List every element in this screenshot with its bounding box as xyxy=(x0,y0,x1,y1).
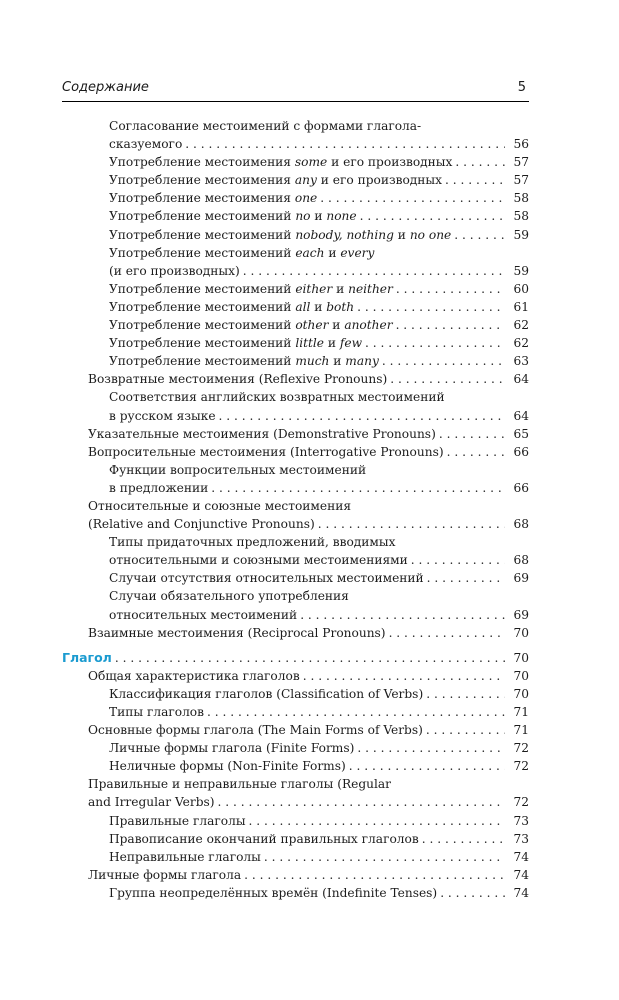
toc-entry-text: и xyxy=(332,281,349,296)
toc-entry-title xyxy=(109,262,240,280)
toc-entry[interactable] xyxy=(62,280,529,298)
toc-entry-text: Употребление местоимений xyxy=(109,245,296,260)
toc-entry-title xyxy=(109,388,445,406)
toc-entry-term: none xyxy=(326,209,357,224)
toc-leader-dots xyxy=(182,135,505,153)
toc-entry-title xyxy=(88,425,436,443)
toc-entry-text: в предложении xyxy=(109,480,209,495)
toc-page-number: 58 xyxy=(513,191,529,206)
toc-entry-title xyxy=(109,461,366,479)
toc-page-number: 72 xyxy=(513,741,529,756)
toc-page-number: 72 xyxy=(513,795,529,810)
toc-entry-title xyxy=(109,533,395,551)
toc-entry-text: Группа неопределённых времён (Indefinite Tenses) xyxy=(109,885,438,900)
toc-entry-text: Общая характеристика глаголов xyxy=(88,668,300,683)
toc-leader-dots xyxy=(346,757,505,775)
toc-leader-dots xyxy=(444,443,505,461)
toc-entry-title xyxy=(109,703,204,721)
toc-entry-term: each xyxy=(295,245,325,260)
toc-entry-title xyxy=(109,407,216,425)
toc-entry-title xyxy=(109,352,379,370)
toc-leader-dots xyxy=(419,830,505,848)
toc-entry[interactable] xyxy=(62,352,529,370)
toc-leader-dots xyxy=(393,280,505,298)
toc-entry[interactable] xyxy=(62,757,529,775)
toc-entry-text: и xyxy=(310,299,327,314)
toc-entry[interactable] xyxy=(62,515,529,533)
toc-leader-dots xyxy=(241,866,505,884)
toc-entry[interactable] xyxy=(62,703,529,721)
toc-entry-text: Правописание окончаний правильных глаголов xyxy=(109,831,419,846)
toc-page-number: 68 xyxy=(513,517,529,532)
toc-entry[interactable] xyxy=(62,479,529,497)
toc-entry-title xyxy=(109,280,393,298)
toc-page-number: 68 xyxy=(513,553,529,568)
toc-entry[interactable] xyxy=(62,587,529,605)
toc-entry-title xyxy=(109,587,349,605)
toc-entry-title xyxy=(88,515,315,533)
toc-entry-title xyxy=(109,189,317,207)
toc-page-number: 64 xyxy=(513,372,529,387)
toc-entry[interactable] xyxy=(62,569,529,587)
toc-entry-text: относительных местоимений xyxy=(109,607,298,622)
toc-leader-dots xyxy=(408,551,505,569)
toc-entry[interactable] xyxy=(62,830,529,848)
toc-entry-title xyxy=(88,624,386,642)
toc-entry-title xyxy=(109,244,374,262)
toc-page-number: 56 xyxy=(513,137,529,152)
toc-leader-dots xyxy=(112,649,505,667)
toc-entry[interactable] xyxy=(62,117,529,135)
toc-entry-title xyxy=(88,497,351,515)
toc-entry-title xyxy=(109,207,357,225)
toc-entry-title xyxy=(109,812,246,830)
toc-entry-text: Правильные и неправильные глаголы (Regular xyxy=(88,777,391,792)
toc-entry-text: Употребление местоимений xyxy=(109,227,296,242)
toc-entry[interactable] xyxy=(62,189,529,207)
toc-entry-text: Употребление местоимений xyxy=(109,318,296,333)
toc-entry-term: much xyxy=(295,354,330,369)
toc-leader-dots xyxy=(240,262,505,280)
toc-entry-text: Случаи обязательного употребления xyxy=(109,589,349,604)
toc-entry-text: Взаимные местоимения (Reciprocal Pronouns) xyxy=(88,625,386,640)
toc-entry-text: и xyxy=(393,227,410,242)
toc-entry[interactable] xyxy=(62,775,529,793)
toc-entry-text: Употребление местоимений xyxy=(109,281,296,296)
toc-page-number: 69 xyxy=(513,571,529,586)
toc-entry-text: Употребление местоимения xyxy=(109,191,295,206)
toc-leader-dots xyxy=(436,425,505,443)
toc-leader-dots xyxy=(452,153,505,171)
toc-page-number: 70 xyxy=(513,650,529,665)
toc-page-number: 57 xyxy=(513,173,529,188)
toc-entry[interactable] xyxy=(62,739,529,757)
toc-entry-text: Употребление местоимения xyxy=(109,173,295,188)
toc-page-number: 74 xyxy=(513,849,529,864)
toc-leader-dots xyxy=(300,667,505,685)
toc-entry[interactable] xyxy=(62,425,529,443)
toc-page-number: 74 xyxy=(513,867,529,882)
toc-page-number: 65 xyxy=(513,426,529,441)
toc-entry-text: Типы придаточных предложений, вводимых xyxy=(109,535,396,550)
toc-leader-dots xyxy=(393,316,505,334)
toc-entry[interactable] xyxy=(62,171,529,189)
toc-entry[interactable] xyxy=(62,606,529,624)
toc-entry[interactable] xyxy=(62,298,529,316)
toc-entry-term: all xyxy=(295,299,311,314)
toc-leader-dots xyxy=(379,352,505,370)
toc-entry-text: и xyxy=(310,209,327,224)
toc-page-number: 64 xyxy=(513,408,529,423)
toc-leader-dots xyxy=(387,370,505,388)
toc-page-number: 63 xyxy=(513,354,529,369)
toc-entry-text: Указательные местоимения (Demonstrative Pronouns) xyxy=(88,426,436,441)
toc-entry-text: Употребление местоимений xyxy=(109,336,296,351)
toc-entry[interactable] xyxy=(62,135,529,153)
toc-page-number: 58 xyxy=(513,209,529,224)
toc-page-number: 60 xyxy=(513,281,529,296)
toc-entry[interactable] xyxy=(62,262,529,280)
toc-entry-text: сказуемого xyxy=(109,137,183,152)
toc-page-number: 69 xyxy=(513,607,529,622)
toc-entry-text: Соответствия английских возвратных местоимений xyxy=(109,390,445,405)
toc-entry-term: other xyxy=(295,318,329,333)
toc-entry-text: Неличные формы (Non-Finite Forms) xyxy=(109,759,346,774)
toc-entry-title xyxy=(109,171,442,189)
toc-leader-dots xyxy=(424,569,505,587)
toc-entry-title xyxy=(109,685,423,703)
toc-leader-dots xyxy=(354,298,505,316)
toc-entry-title xyxy=(88,866,241,884)
toc-leader-dots xyxy=(451,226,505,244)
toc-entry[interactable] xyxy=(62,667,529,685)
toc-page-number: 59 xyxy=(513,227,529,242)
toc-entry[interactable] xyxy=(62,848,529,866)
toc-leader-dots xyxy=(204,703,505,721)
toc-leader-dots xyxy=(317,189,505,207)
toc-leader-dots xyxy=(423,685,505,703)
toc-leader-dots xyxy=(362,334,505,352)
toc-entry-title xyxy=(88,793,215,811)
toc-entry-text: Согласование местоимений с формами глагола- xyxy=(109,119,422,133)
toc-entry-title xyxy=(109,569,424,587)
toc-entry[interactable] xyxy=(62,407,529,425)
toc-entry[interactable] xyxy=(62,721,529,739)
toc-page-number: 62 xyxy=(513,336,529,351)
toc-entry-text: Правильные глаголы xyxy=(109,813,246,828)
toc-entry-title xyxy=(88,721,423,739)
toc-leader-dots xyxy=(246,812,505,830)
toc-entry-text: и xyxy=(324,245,341,260)
toc-entry-text: Неправильные глаголы xyxy=(109,849,261,864)
toc-entry-title xyxy=(109,298,354,316)
toc-page-number: 59 xyxy=(513,263,529,278)
toc-entry-text: Личные формы глагола xyxy=(88,867,242,882)
toc-leader-dots xyxy=(442,171,505,189)
running-header xyxy=(62,80,528,100)
toc-leader-dots xyxy=(315,515,505,533)
toc-leader-dots xyxy=(216,407,505,425)
toc-leader-dots xyxy=(437,884,505,902)
toc-entry-text: Случаи отсутствия относительных местоимений xyxy=(109,571,424,586)
toc-entry-text: Употребление местоимений xyxy=(109,354,296,369)
toc-entry-text: Глагол xyxy=(62,649,112,665)
toc-entry-title xyxy=(109,117,421,135)
toc-entry[interactable] xyxy=(62,244,529,262)
toc-entry-term: some xyxy=(294,155,328,170)
toc-entry[interactable] xyxy=(62,226,529,244)
toc-page-number: 73 xyxy=(513,813,529,828)
toc-entry[interactable] xyxy=(62,370,529,388)
toc-entry-text: и xyxy=(328,318,345,333)
toc-entry-title xyxy=(62,649,112,667)
toc-entry-text: и xyxy=(329,354,346,369)
toc-page-number: 57 xyxy=(513,155,529,170)
toc-entry-title xyxy=(109,226,451,244)
table-of-contents xyxy=(62,117,529,902)
toc-entry-text: (Relative and Conjunctive Pronouns) xyxy=(88,517,315,532)
toc-entry-term: neither xyxy=(348,281,393,296)
toc-entry[interactable] xyxy=(62,793,529,811)
toc-entry-term: one xyxy=(294,191,318,206)
toc-entry[interactable] xyxy=(62,812,529,830)
toc-entry-title xyxy=(109,848,261,866)
toc-entry-title xyxy=(109,135,182,153)
toc-entry-term: both xyxy=(326,299,355,314)
toc-entry[interactable] xyxy=(62,334,529,352)
toc-page-number: 70 xyxy=(513,625,529,640)
toc-page-number: 71 xyxy=(513,705,529,719)
toc-entry-title xyxy=(109,884,437,902)
toc-entry[interactable] xyxy=(62,461,529,479)
toc-entry-text: и его производных xyxy=(316,173,443,188)
toc-entry-title xyxy=(109,479,208,497)
toc-leader-dots xyxy=(215,793,505,811)
toc-entry-title xyxy=(109,606,297,624)
toc-entry-title xyxy=(88,370,387,388)
toc-entry-title xyxy=(109,551,408,569)
toc-entry-text: Относительные и союзные местоимения xyxy=(88,498,352,513)
toc-page-number: 74 xyxy=(513,885,529,900)
toc-entry-title xyxy=(88,775,391,793)
toc-page-number: 73 xyxy=(513,831,529,846)
toc-entry[interactable] xyxy=(62,497,529,515)
toc-entry[interactable] xyxy=(62,533,529,551)
toc-entry-term: every xyxy=(340,245,375,260)
toc-leader-dots xyxy=(386,624,505,642)
toc-page-number: 62 xyxy=(513,318,529,333)
toc-entry-text: и его производных xyxy=(327,155,453,170)
toc-leader-dots xyxy=(297,606,505,624)
toc-entry-text: Функции вопросительных местоимений xyxy=(109,462,367,477)
toc-leader-dots xyxy=(357,207,505,225)
toc-entry[interactable] xyxy=(62,551,529,569)
toc-entry-title xyxy=(109,739,354,757)
toc-leader-dots xyxy=(208,479,505,497)
toc-entry-title xyxy=(88,667,300,685)
toc-entry[interactable] xyxy=(62,884,529,902)
toc-entry[interactable] xyxy=(62,866,529,884)
toc-entry-term: few xyxy=(339,336,363,351)
toc-page-number: 70 xyxy=(513,668,529,683)
toc-entry[interactable] xyxy=(62,153,529,171)
toc-entry[interactable] xyxy=(62,685,529,703)
toc-entry[interactable] xyxy=(62,624,529,642)
toc-page-number: 66 xyxy=(513,444,529,459)
toc-entry-term: many xyxy=(345,354,379,369)
toc-leader-dots xyxy=(423,721,505,739)
toc-entry-text: Основные формы глагола (The Main Forms of Verbs) xyxy=(88,723,423,738)
toc-entry-term: another xyxy=(344,318,393,333)
toc-entry-title xyxy=(109,153,452,171)
toc-entry-title xyxy=(109,334,362,352)
toc-entry-term: little xyxy=(295,336,325,351)
toc-page-number: 70 xyxy=(513,686,529,701)
toc-entry-text: Типы глаголов xyxy=(109,705,205,719)
toc-entry[interactable] xyxy=(62,388,529,406)
toc-page-number: 71 xyxy=(513,723,529,738)
toc-entry-term: no xyxy=(295,209,311,224)
toc-entry-text: Возвратные местоимения (Reflexive Pronouns) xyxy=(88,372,388,387)
toc-entry-text: Классификация глаголов (Classification of Verbs) xyxy=(109,686,424,701)
page-number: 5 xyxy=(517,80,526,95)
toc-page-number: 72 xyxy=(513,759,529,774)
toc-entry-text: Вопросительные местоимения (Interrogative Pronouns) xyxy=(88,444,444,459)
toc-entry[interactable] xyxy=(62,316,529,334)
running-header-title: Содержание xyxy=(62,80,149,95)
toc-entry-title xyxy=(109,316,393,334)
toc-entry-text: Употребление местоимений xyxy=(109,209,296,224)
toc-entry-term: nobody, nothing xyxy=(295,227,394,242)
toc-entry-title xyxy=(88,443,444,461)
toc-entry-text: и xyxy=(324,336,340,351)
toc-entry-term: either xyxy=(295,281,333,296)
toc-leader-dots xyxy=(354,739,505,757)
toc-entry[interactable] xyxy=(62,443,529,461)
toc-entry-term: any xyxy=(294,173,317,188)
toc-entry-text: в русском языке xyxy=(109,408,216,423)
toc-chapter-entry[interactable] xyxy=(62,649,529,667)
toc-entry-title xyxy=(109,757,346,775)
toc-leader-dots xyxy=(261,848,505,866)
toc-page-number: 61 xyxy=(513,299,529,314)
toc-entry-text: Употребление местоимений xyxy=(109,299,296,314)
header-rule xyxy=(62,101,529,102)
toc-entry-text: and Irregular Verbs) xyxy=(88,795,215,810)
toc-page-number: 66 xyxy=(513,480,529,495)
toc-entry-term: no one xyxy=(409,227,452,242)
toc-entry[interactable] xyxy=(62,207,529,225)
toc-entry-text: относительными и союзными местоимениями xyxy=(109,553,408,568)
toc-entry-title xyxy=(109,830,419,848)
toc-entry-text: (и его производных) xyxy=(109,263,240,278)
toc-entry-text: Употребление местоимения xyxy=(109,155,295,170)
toc-entry-text: Личные формы глагола (Finite Forms) xyxy=(109,741,355,756)
